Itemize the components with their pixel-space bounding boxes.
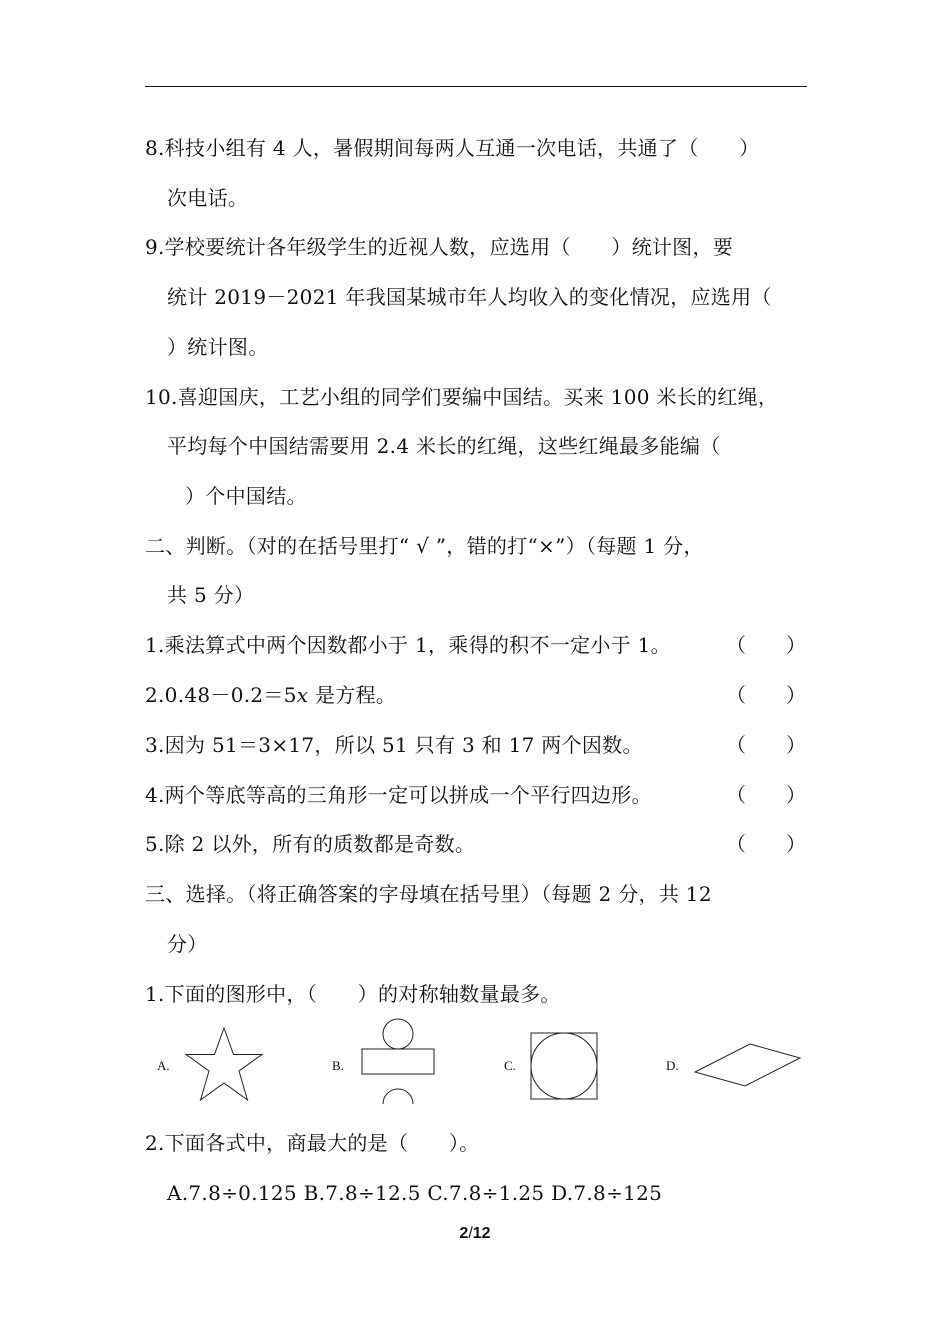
- square-circle-figure: [528, 1030, 600, 1102]
- choice-q2-options: A.7.8÷0.125 B.7.8÷12.5 C.7.8÷1.25 D.7.8÷125: [167, 1181, 663, 1205]
- q9-line-1: 9.学校要统计各年级学生的近视人数，应选用（ ）统计图，要: [145, 235, 734, 259]
- judge-heading-line-2: 共 5 分）: [167, 583, 255, 607]
- judge-item-2: [145, 681, 396, 709]
- judge-paren-2: （ ）: [726, 683, 806, 707]
- header-rule: [145, 86, 807, 87]
- judge-item-2-pre: 2.0.48－0.2＝5: [145, 683, 297, 707]
- page-number: [0, 1224, 950, 1244]
- page-separator: /: [468, 1225, 473, 1242]
- judge-item-3: 3.因为 51＝3×17，所以 51 只有 3 和 17 两个因数。: [145, 733, 643, 757]
- rhombus-figure: [690, 1040, 806, 1090]
- option-d-label: D.: [666, 1058, 679, 1073]
- q8-line-2: 次电话。: [167, 186, 249, 210]
- q9-line-2: 统计 2019－2021 年我国某城市年人均收入的变化情况，应选用（: [167, 285, 772, 309]
- choice-q1-text: 1.下面的图形中，（ ）的对称轴数量最多。: [145, 982, 561, 1006]
- judge-paren-3: （ ）: [726, 733, 806, 757]
- q10-line-2: 平均每个中国结需要用 2.4 米长的红绳，这些红绳最多能编（: [167, 434, 721, 458]
- page-total: 12: [472, 1225, 491, 1242]
- option-b-label: B.: [332, 1058, 344, 1073]
- page-current: 2: [459, 1225, 469, 1242]
- judge-item-2-post: 是方程。: [308, 683, 397, 707]
- rectangle-circles-figure: [356, 1018, 440, 1110]
- judge-item-1: 1.乘法算式中两个因数都小于 1，乘得的积不一定小于 1。: [145, 633, 671, 657]
- q10-line-3: ）个中国结。: [185, 484, 307, 508]
- judge-item-4: 4.两个等底等高的三角形一定可以拼成一个平行四边形。: [145, 783, 652, 807]
- choice-q2-text: 2.下面各式中，商最大的是（ ）。: [145, 1131, 480, 1155]
- choice-heading-line-1: 三、选择。（将正确答案的字母填在括号里）（每题 2 分，共 12: [145, 882, 712, 906]
- q8-line-1: 8.科技小组有 4 人，暑假期间每两人互通一次电话，共通了（ ）: [145, 136, 760, 160]
- choice-heading-line-2: 分）: [167, 932, 208, 956]
- option-a-label: A.: [157, 1058, 170, 1073]
- q9-line-3: ）统计图。: [167, 335, 269, 359]
- judge-paren-1: （ ）: [726, 633, 806, 657]
- judge-paren-5: （ ）: [726, 832, 806, 856]
- q10-line-1: 10.喜迎国庆，工艺小组的同学们要编中国结。买来 100 米长的红绳，: [145, 385, 779, 409]
- option-c-label: C.: [504, 1058, 516, 1073]
- judge-paren-4: （ ）: [726, 783, 806, 807]
- star-figure: [180, 1024, 268, 1106]
- judge-heading-line-1: 二、判断。（对的在括号里打“ √ ”，错的打“×”）（每题 1 分，: [145, 534, 704, 558]
- judge-item-2-var: x: [296, 683, 309, 707]
- judge-item-5: 5.除 2 以外，所有的质数都是奇数。: [145, 832, 476, 856]
